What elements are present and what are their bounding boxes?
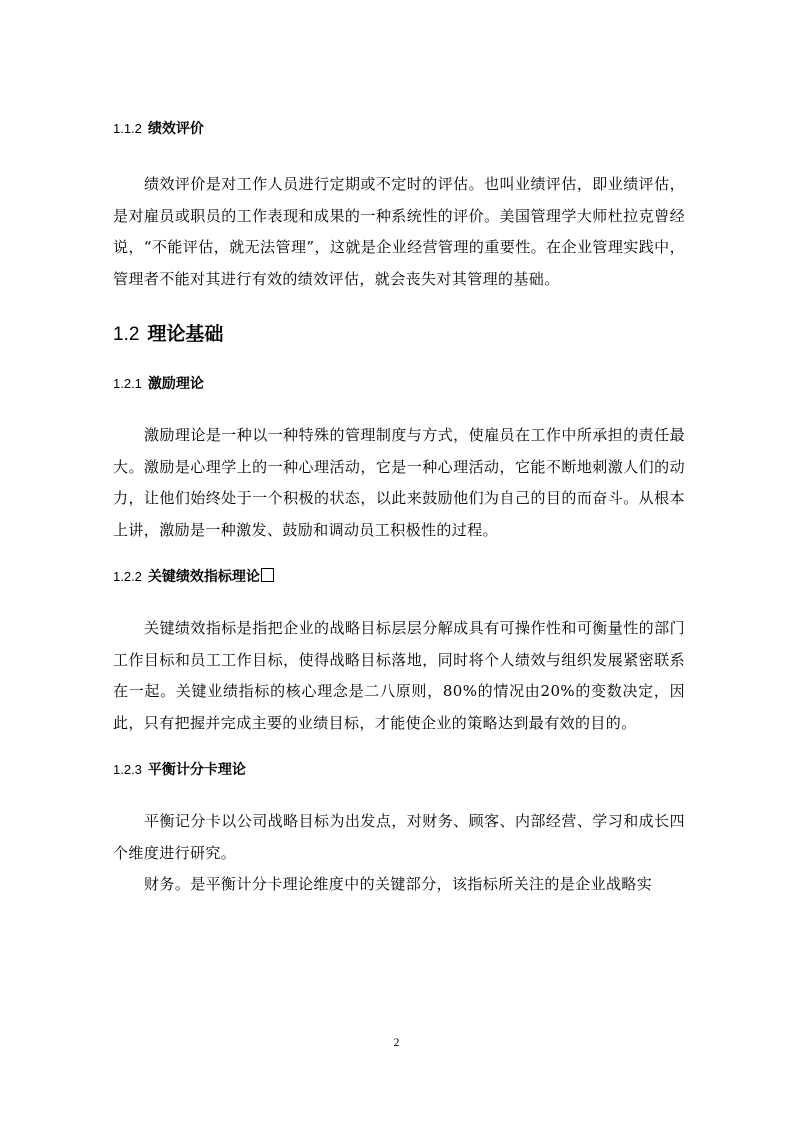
paragraph-performance-evaluation: 绩效评价是对工作人员进行定期或不定时的评估。也叫业绩评估，即业绩评估，是对雇员或职员的工作表现和成果的一种系统性的评价。美国管理学大师杜拉克曾经说，“不能评估，就无法管理”，这就是企业经营管理的重要性。在企业管理实践中，管理者不能对其进行有效的绩效评估，就会丧失对其管理的基础。 [113,175,685,288]
heading-title: 关键绩效指标理论 [147,569,260,585]
placeholder-box-icon [261,568,274,582]
heading-1-2 [113,318,685,350]
heading-number: 1.2.3 [113,762,142,777]
heading-title: 绩效评价 [147,121,204,137]
paragraph-incentive-theory: 激励理论是一种以一种特殊的管理制度与方式，使雇员在工作中所承担的责任最大。激励是心理学上的一种心理活动，它是一种心理活动，它能不断地刺激人们的动力，让他们始终处于一个积极的状态，以此来鼓励他们为自己的目的而奋斗。从根本上讲，激励是一种激发、鼓励和调动员工积极性的过程。 [113,426,685,539]
paragraph-balanced-scorecard: 平衡记分卡以公司战略目标为出发点，对财务、顾客、内部经营、学习和成长四个维度进行研究。 [113,812,685,862]
heading-title: 激励理论 [147,376,204,392]
heading-1-2-3 [113,759,685,781]
heading-title: 理论基础 [147,323,224,345]
heading-number: 1.2.1 [113,376,142,391]
heading-number: 1.2.2 [113,569,142,584]
page-content [113,118,685,901]
paragraph-finance: 财务。是平衡计分卡理论维度中的关键部分，该指标所关注的是企业战略实 [144,875,653,893]
page-number: 2 [393,1035,400,1049]
heading-1-2-2 [113,566,685,588]
paragraph-kpi-theory: 关键绩效指标是指把企业的战略目标层层分解成具有可操作性和可衡量性的部门工作目标和员工工作目标，使得战略目标落地，同时将个人绩效与组织发展紧密联系在一起。关键业绩指标的核心理念是二八原则，80%的情况由20%的变数决定，因此，只有把握并完成主要的业绩目标，才能使企业的策略达到最有效的目的。 [113,619,685,732]
heading-1-2-1 [113,373,685,395]
heading-number: 1.1.2 [113,121,142,136]
heading-1-1-2 [113,118,685,140]
heading-number: 1.2 [113,324,140,345]
heading-title: 平衡计分卡理论 [147,762,246,778]
